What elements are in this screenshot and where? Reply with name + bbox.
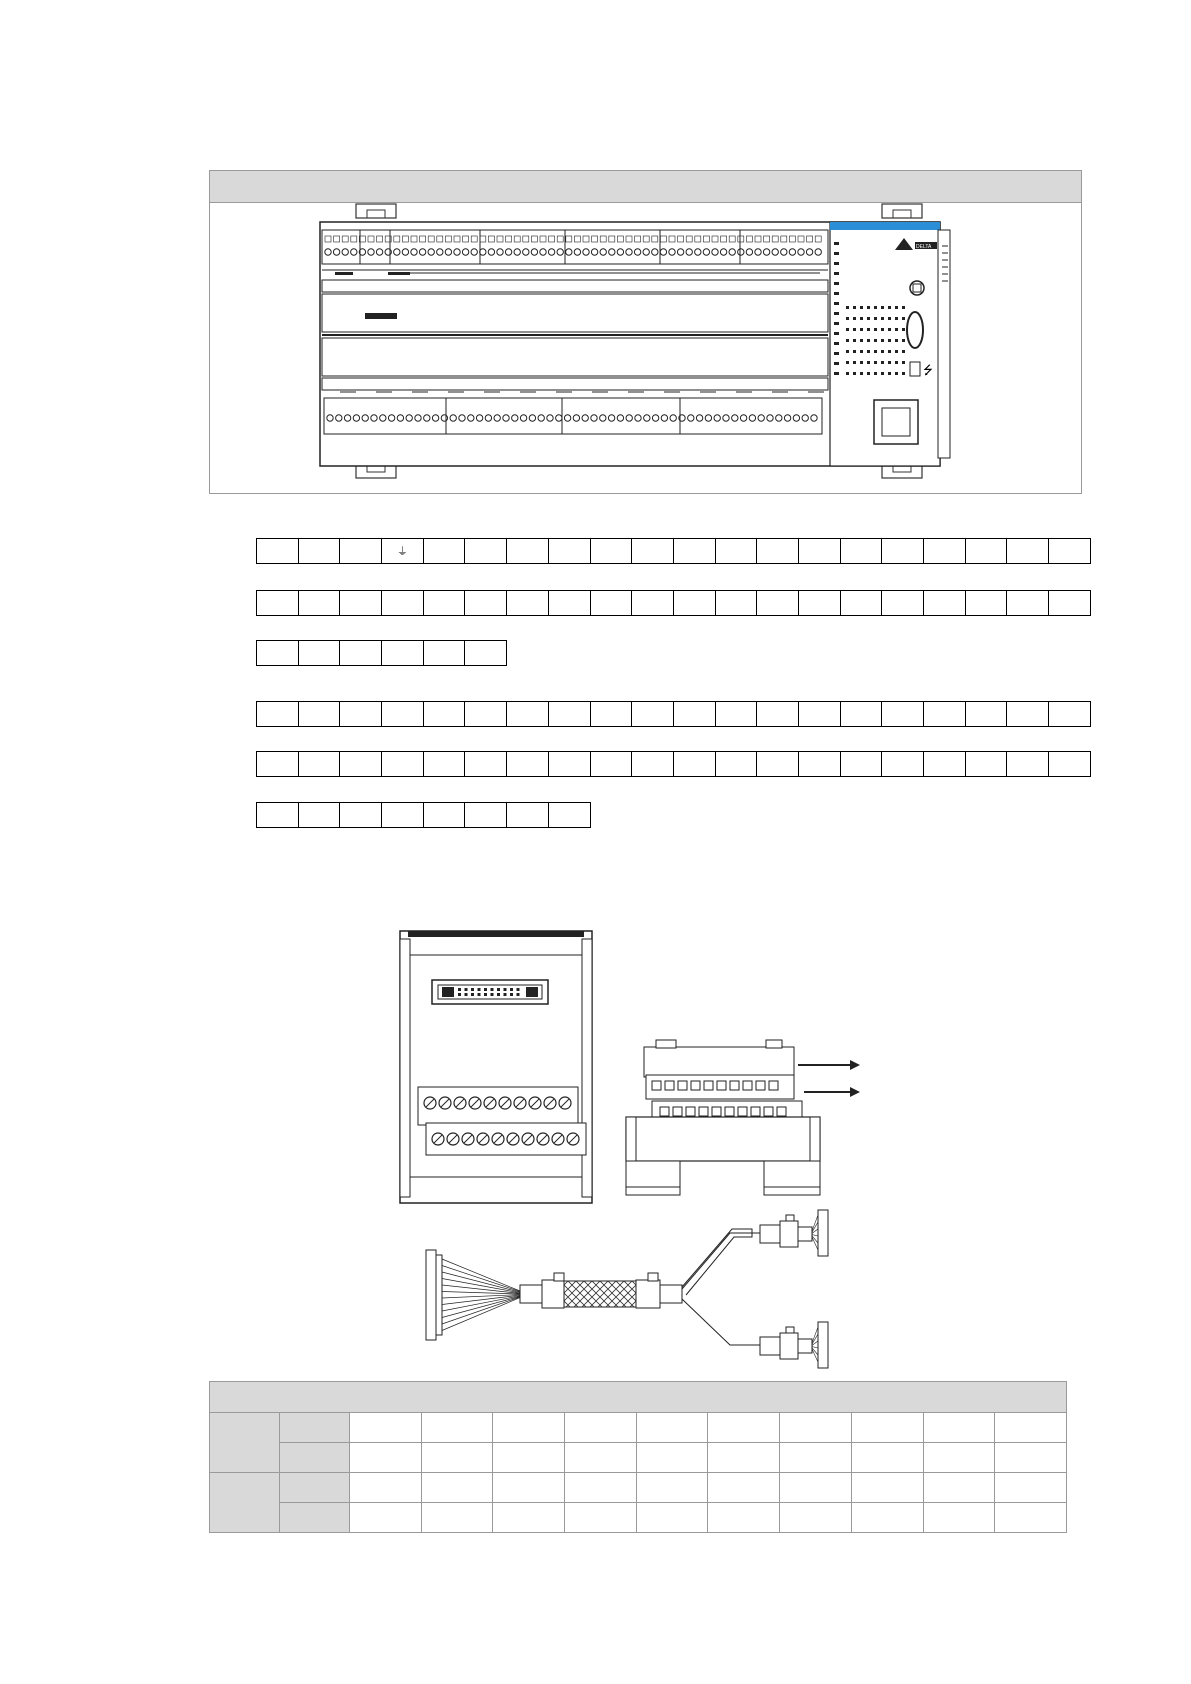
- terminal-cell: [1006, 701, 1049, 727]
- table-cell: [350, 1443, 422, 1473]
- table-cell: [565, 1503, 637, 1533]
- terminal-cell: [298, 701, 341, 727]
- table-cell: [493, 1413, 565, 1443]
- terminal-cell: [423, 751, 466, 777]
- terminal-cell: [339, 701, 382, 727]
- terminal-cell: [506, 701, 549, 727]
- terminal-cell: [464, 538, 507, 564]
- ground-icon: ⏚: [381, 538, 424, 564]
- table-cell: [708, 1473, 780, 1503]
- table-cell: [923, 1473, 995, 1503]
- sd-card-slot-icon: [907, 312, 923, 348]
- terminal-cell: [798, 701, 841, 727]
- table-cell: [851, 1473, 923, 1503]
- module-side-view: [626, 1040, 860, 1195]
- terminal-cell: [423, 802, 466, 828]
- table-cell: [851, 1413, 923, 1443]
- terminal-cell: [590, 701, 633, 727]
- terminal-cell: [631, 701, 674, 727]
- table-cell: [780, 1413, 852, 1443]
- terminal-cell: [339, 802, 382, 828]
- table-cell: [923, 1413, 995, 1443]
- table-cell: [493, 1503, 565, 1533]
- terminal-cell: [256, 538, 299, 564]
- terminal-cell: [506, 590, 549, 616]
- terminal-cell: [881, 701, 924, 727]
- table-cell: [636, 1443, 708, 1473]
- terminal-cell: [715, 538, 758, 564]
- table-cell: [421, 1473, 493, 1503]
- terminal-cell: [673, 538, 716, 564]
- panel-header: [210, 171, 1081, 203]
- terminal-cell: [756, 751, 799, 777]
- table-cell: [636, 1413, 708, 1443]
- terminal-cell: [756, 538, 799, 564]
- terminal-cell: [381, 640, 424, 666]
- terminal-cell: [673, 590, 716, 616]
- terminal-cell: [798, 751, 841, 777]
- row-label: [280, 1413, 350, 1443]
- group-label: [210, 1473, 280, 1533]
- terminal-cell: [590, 538, 633, 564]
- table-cell: [350, 1473, 422, 1503]
- terminal-cell: [464, 701, 507, 727]
- terminal-cell: [673, 751, 716, 777]
- terminal-cell: [1048, 538, 1091, 564]
- usb-port-icon: [910, 362, 920, 376]
- terminal-cell: [464, 802, 507, 828]
- table-cell: [493, 1443, 565, 1473]
- terminal-cell: [381, 701, 424, 727]
- terminal-cell: [298, 590, 341, 616]
- terminal-cell: [548, 701, 591, 727]
- terminal-cell: [1006, 590, 1049, 616]
- terminal-cell: [548, 802, 591, 828]
- terminal-cell: [256, 640, 299, 666]
- table-cell: [995, 1443, 1067, 1473]
- terminal-cell: [339, 590, 382, 616]
- terminal-cell: [339, 640, 382, 666]
- terminal-cell: [673, 701, 716, 727]
- terminal-cell: [798, 590, 841, 616]
- terminal-cell: [965, 590, 1008, 616]
- terminal-module-drawing: [380, 925, 900, 1375]
- terminal-cell: [840, 701, 883, 727]
- group-label: [210, 1413, 280, 1473]
- table-cell: [421, 1503, 493, 1533]
- terminal-row-3: [256, 640, 507, 666]
- terminal-cell: [923, 751, 966, 777]
- terminal-row-5: [256, 751, 1091, 777]
- table-row: [210, 1413, 1067, 1443]
- terminal-cell: [715, 701, 758, 727]
- table-cell: [923, 1503, 995, 1533]
- table-cell: [350, 1503, 422, 1533]
- terminal-cell: [464, 751, 507, 777]
- terminal-cell: [840, 751, 883, 777]
- terminal-cell: [256, 590, 299, 616]
- terminal-cell: [923, 701, 966, 727]
- terminal-cell: [756, 590, 799, 616]
- terminal-cell: [715, 590, 758, 616]
- table-cell: [565, 1443, 637, 1473]
- table-row: [210, 1443, 1067, 1473]
- terminal-cell: [798, 538, 841, 564]
- table-row: [210, 1503, 1067, 1533]
- terminal-row-4: [256, 701, 1091, 727]
- table-cell: [851, 1503, 923, 1533]
- terminal-row-2: [256, 590, 1091, 616]
- terminal-cell: [548, 590, 591, 616]
- table-cell: [851, 1443, 923, 1473]
- terminal-cell: [590, 751, 633, 777]
- table-cell: [636, 1503, 708, 1533]
- table-cell: [780, 1443, 852, 1473]
- terminal-cell: [631, 538, 674, 564]
- terminal-cell: [381, 590, 424, 616]
- table-cell: [708, 1503, 780, 1533]
- terminal-cell: [423, 590, 466, 616]
- terminal-cell: [298, 640, 341, 666]
- table-cell: [636, 1473, 708, 1503]
- table-cell: [565, 1473, 637, 1503]
- terminal-cell: [881, 538, 924, 564]
- plc-drawing: [210, 202, 1081, 493]
- terminal-cell: [923, 538, 966, 564]
- terminal-cell: [1006, 751, 1049, 777]
- terminal-cell: [298, 802, 341, 828]
- terminal-cell: [298, 751, 341, 777]
- terminal-cell: [965, 538, 1008, 564]
- table-cell: [350, 1413, 422, 1443]
- terminal-cell: [506, 802, 549, 828]
- terminal-cell: [881, 590, 924, 616]
- table-cell: [421, 1413, 493, 1443]
- table-cell: [493, 1473, 565, 1503]
- table-cell: [923, 1443, 995, 1473]
- row-label: [280, 1443, 350, 1473]
- terminal-cell: [256, 802, 299, 828]
- terminal-cell: [631, 751, 674, 777]
- table-cell: [995, 1473, 1067, 1503]
- terminal-cell: [1006, 538, 1049, 564]
- terminal-cell: [339, 751, 382, 777]
- table-cell: [708, 1443, 780, 1473]
- plc-figure-panel: [209, 170, 1082, 494]
- terminal-cell: [464, 590, 507, 616]
- mode-switch-icon: [910, 281, 924, 295]
- terminal-cell: [840, 538, 883, 564]
- cable-assembly: [426, 1210, 828, 1368]
- terminal-cell: [965, 751, 1008, 777]
- module-front-view: [400, 931, 592, 1203]
- table-cell: [565, 1413, 637, 1443]
- terminal-cell: [1048, 751, 1091, 777]
- terminal-cell: [256, 751, 299, 777]
- terminal-cell: [506, 751, 549, 777]
- terminal-cell: [631, 590, 674, 616]
- terminal-cell: [548, 751, 591, 777]
- terminal-cell: [715, 751, 758, 777]
- terminal-cell: [965, 701, 1008, 727]
- terminal-cell: [1048, 701, 1091, 727]
- terminal-cell: [840, 590, 883, 616]
- row-label: [280, 1503, 350, 1533]
- table-cell: [708, 1413, 780, 1443]
- terminal-cell: [298, 538, 341, 564]
- table-cell: [421, 1443, 493, 1473]
- terminal-cell: [464, 640, 507, 666]
- table-cell: [780, 1473, 852, 1503]
- terminal-cell: [423, 640, 466, 666]
- brand-logo-text: DELTA: [916, 244, 932, 250]
- terminal-cell: [590, 590, 633, 616]
- table-cell: [780, 1503, 852, 1533]
- usb-icon: ⭍: [923, 363, 933, 377]
- terminal-cell: [381, 802, 424, 828]
- row-label: [280, 1473, 350, 1503]
- terminal-row-1: [256, 538, 1091, 564]
- terminal-row-6: [256, 802, 591, 828]
- terminal-cell: [381, 751, 424, 777]
- terminal-cell: [256, 701, 299, 727]
- table-cell: [995, 1503, 1067, 1533]
- table-row: [210, 1473, 1067, 1503]
- terminal-cell: [548, 538, 591, 564]
- terminal-cell: [1048, 590, 1091, 616]
- terminal-cell: [423, 538, 466, 564]
- terminal-cell: [881, 751, 924, 777]
- terminal-cell: [423, 701, 466, 727]
- table-header-row: [210, 1382, 1067, 1413]
- terminal-cell: [756, 701, 799, 727]
- terminal-cell: [339, 538, 382, 564]
- terminal-cell: [923, 590, 966, 616]
- table-header: [210, 1382, 1067, 1413]
- terminal-cell: [506, 538, 549, 564]
- table-cell: [995, 1413, 1067, 1443]
- pin-assignment-table: [209, 1381, 1067, 1533]
